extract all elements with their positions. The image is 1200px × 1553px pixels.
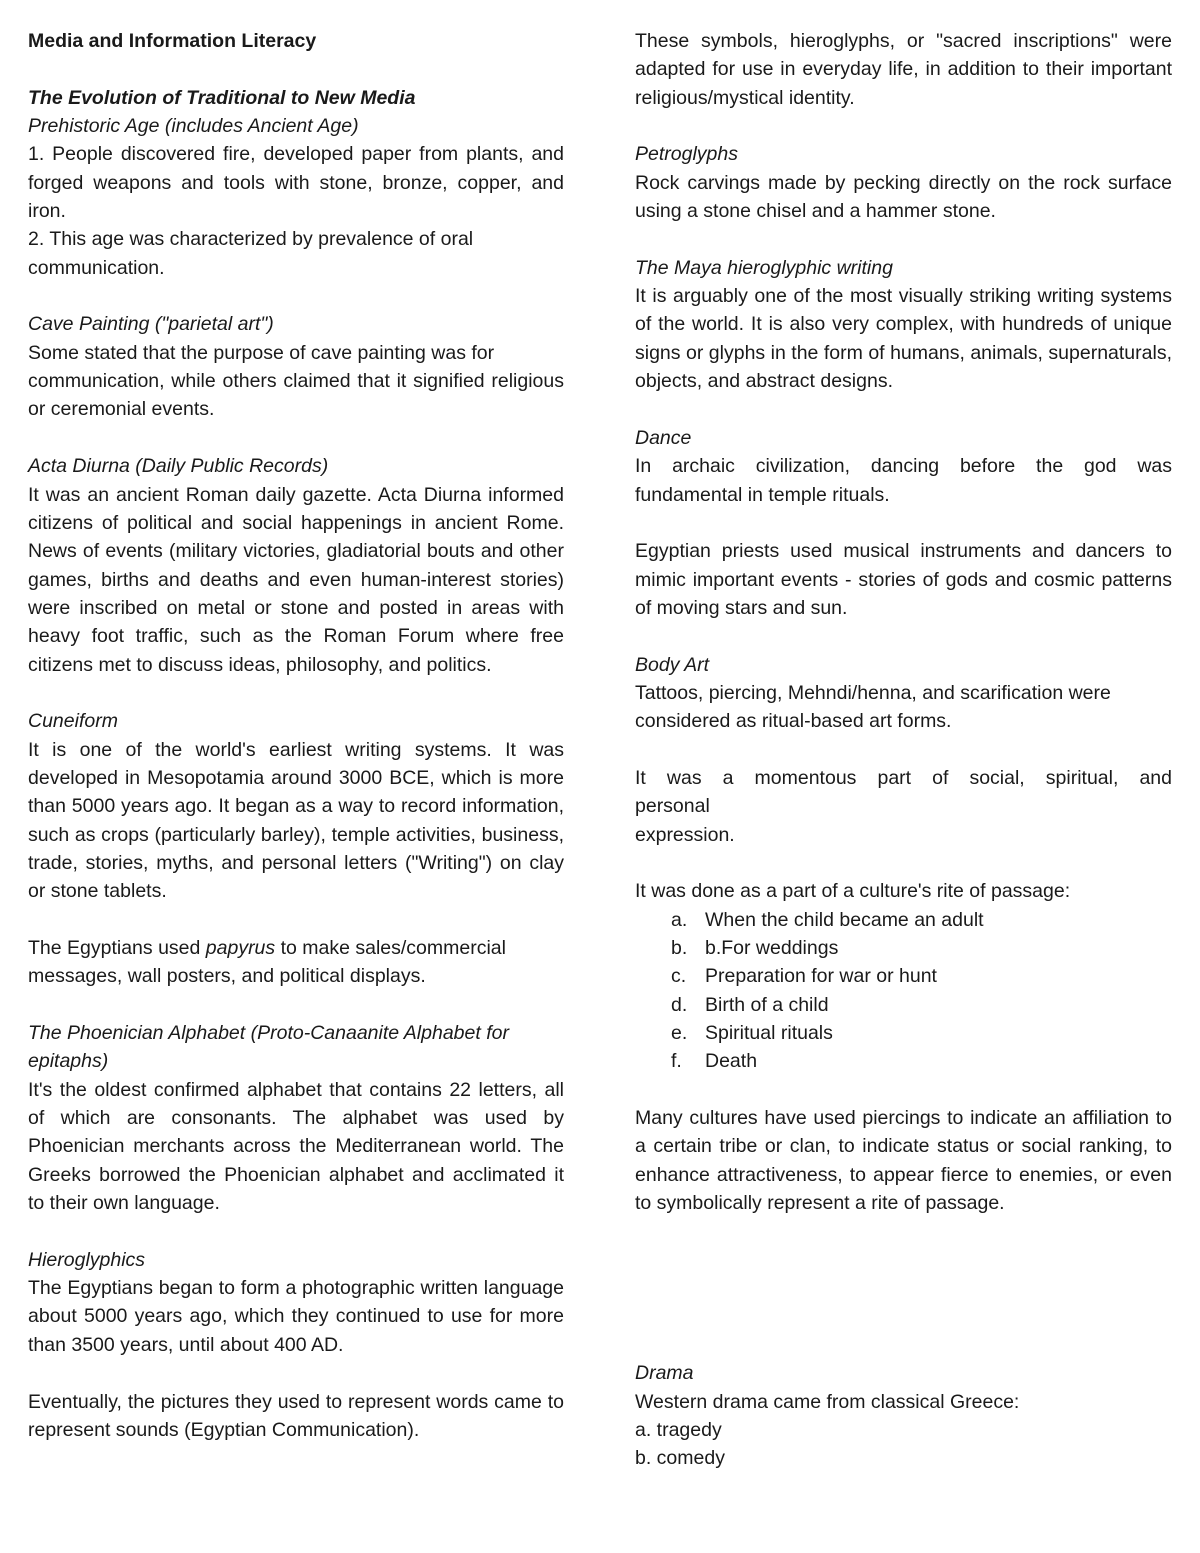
cave-painting-heading: Cave Painting ("parietal art") (28, 313, 274, 336)
list-marker: d. (671, 993, 688, 1016)
phoenician-body: It's the oldest confirmed alphabet that contains 22 letters, all of which are consonants. The alphabet was used by Phoenician merchants across the Mediterranean world. The Greeks borrowed the Phoenician alphabet and acclimated it to their own language. (28, 1078, 564, 1215)
cuneiform-body: It is one of the world's earliest writing systems. It was developed in Mesopotamia around 3000 BCE, which is more than 5000 years ago. It began as a way to record information, such as crops (particularly barley), temple activities, business, trade, stories, myths, and personal letters ("Writing") on clay or stone tablets. (28, 738, 564, 903)
right-column (635, 27, 1172, 1473)
papyrus-line-1 (28, 934, 564, 962)
list-marker: f. (671, 1050, 682, 1073)
drama-heading: Drama (635, 1362, 694, 1385)
cave-painting-line-1: Some stated that the purpose of cave painting was for (28, 341, 495, 364)
body-art-line-2: considered as ritual-based art forms. (635, 710, 952, 733)
dance-paragraph-1: In archaic civilization, dancing before the god was fundamental in temple rituals. (635, 455, 1172, 506)
list-item (635, 906, 1172, 934)
rite-of-passage-intro: It was done as a part of a culture's rite of passage: (635, 880, 1071, 903)
prehistoric-point-2-line-2: communication. (28, 256, 165, 279)
list-item-text: Birth of a child (705, 993, 829, 1016)
body-art-momentous-line-3: expression. (635, 823, 735, 846)
body-art-line-1: Tattoos, piercing, Mehndi/henna, and scarification were (635, 681, 1111, 704)
left-column (28, 27, 564, 1444)
petroglyphs-body: Rock carvings made by pecking directly on the rock surface using a stone chisel and a hammer stone. (635, 171, 1172, 223)
drama-item-a: a. tragedy (635, 1418, 722, 1441)
maya-heading: The Maya hieroglyphic writing (635, 256, 893, 279)
hieroglyphics-heading: Hieroglyphics (28, 1248, 146, 1271)
cave-painting-line-2: communication, while others claimed that it signified religious or ceremonial events. (28, 370, 564, 421)
hieroglyphics-paragraph-1: The Egyptians began to form a photographic written language about 5000 years ago, which they continued to use for more than 3500 years, until about 400 AD. (28, 1277, 564, 1356)
rite-of-passage-list (635, 906, 1172, 1076)
papyrus-pre: The Egyptians used (28, 937, 206, 959)
list-item (635, 962, 1172, 990)
hieroglyphics-paragraph-2: Eventually, the pictures they used to represent words came to represent sounds (Egyptian Communication). (28, 1390, 564, 1441)
piercings-paragraph: Many cultures have used piercings to indicate an affiliation to a certain tribe or clan, to indicate status or social ranking, to enhance attractiveness, to appear fierce to enemies, or even to symbolically represent a rite of passage. (635, 1107, 1172, 1215)
list-item-text: When the child became an adult (705, 908, 984, 931)
body-art-heading: Body Art (635, 653, 710, 676)
petroglyphs-heading: Petroglyphs (635, 143, 738, 166)
list-item-text: Spiritual rituals (705, 1022, 833, 1045)
body-art-momentous-line-2: personal (635, 795, 710, 818)
document-title: Media and Information Literacy (28, 30, 317, 52)
body-art-momentous-line-1: It was a momentous part of social, spiritual, and (635, 766, 1172, 789)
section-title: The Evolution of Traditional to New Media (28, 86, 416, 109)
drama-line-1: Western drama came from classical Greece: (635, 1390, 1020, 1413)
dance-paragraph-2: Egyptian priests used musical instruments and dancers to mimic important events - stories of gods and cosmic patterns of moving stars and sun. (635, 540, 1172, 619)
acta-diurna-body: It was an ancient Roman daily gazette. Acta Diurna informed citizens of political and social happenings in ancient Rome. News of events (military victories, gladiatorial bouts and other games, births and deaths and even human-interest stories) were inscribed on metal or stone and posted in areas with heavy foot traffic, such as the Roman Forum where free citizens met to discuss ideas, philosophy, and politics. (28, 483, 564, 676)
drama-item-b: b. comedy (635, 1447, 725, 1470)
list-item-text: Death (705, 1050, 758, 1073)
hieroglyphs-intro: These symbols, hieroglyphs, or "sacred inscriptions" were adapted for use in everyday life, in addition to their important religious/mystical identity. (635, 30, 1172, 109)
list-marker: b. (671, 937, 688, 959)
list-item (635, 991, 1172, 1019)
phoenician-heading: The Phoenician Alphabet (Proto-Canaanite Alphabet for epitaphs) (28, 1022, 509, 1073)
prehistoric-point-2-line-1: 2. This age was characterized by prevalence of oral (28, 228, 474, 251)
list-marker: e. (671, 1022, 688, 1045)
cuneiform-heading: Cuneiform (28, 710, 118, 733)
list-item-text: b.For weddings (705, 937, 839, 959)
papyrus-line-2: messages, wall posters, and political displays. (28, 965, 426, 988)
prehistoric-heading: Prehistoric Age (includes Ancient Age) (28, 115, 359, 138)
list-item (635, 1019, 1172, 1047)
acta-diurna-heading: Acta Diurna (Daily Public Records) (28, 455, 329, 478)
maya-body: It is arguably one of the most visually striking writing systems of the world. It is also very complex, with hundreds of unique signs or glyphs in the form of humans, animals, supernaturals, objects, and abstract designs. (635, 285, 1172, 393)
dance-heading: Dance (635, 426, 692, 449)
papyrus-post: to make sales/commercial (275, 937, 506, 959)
prehistoric-point-1: 1. People discovered fire, developed paper from plants, and forged weapons and tools with stone, bronze, copper, and iron. (28, 143, 564, 223)
papyrus-word: papyrus (205, 937, 276, 959)
list-marker: a. (671, 908, 688, 931)
list-item (635, 934, 1172, 962)
list-item-text: Preparation for war or hunt (705, 965, 937, 988)
list-marker: c. (671, 965, 687, 988)
list-item (635, 1047, 1172, 1075)
